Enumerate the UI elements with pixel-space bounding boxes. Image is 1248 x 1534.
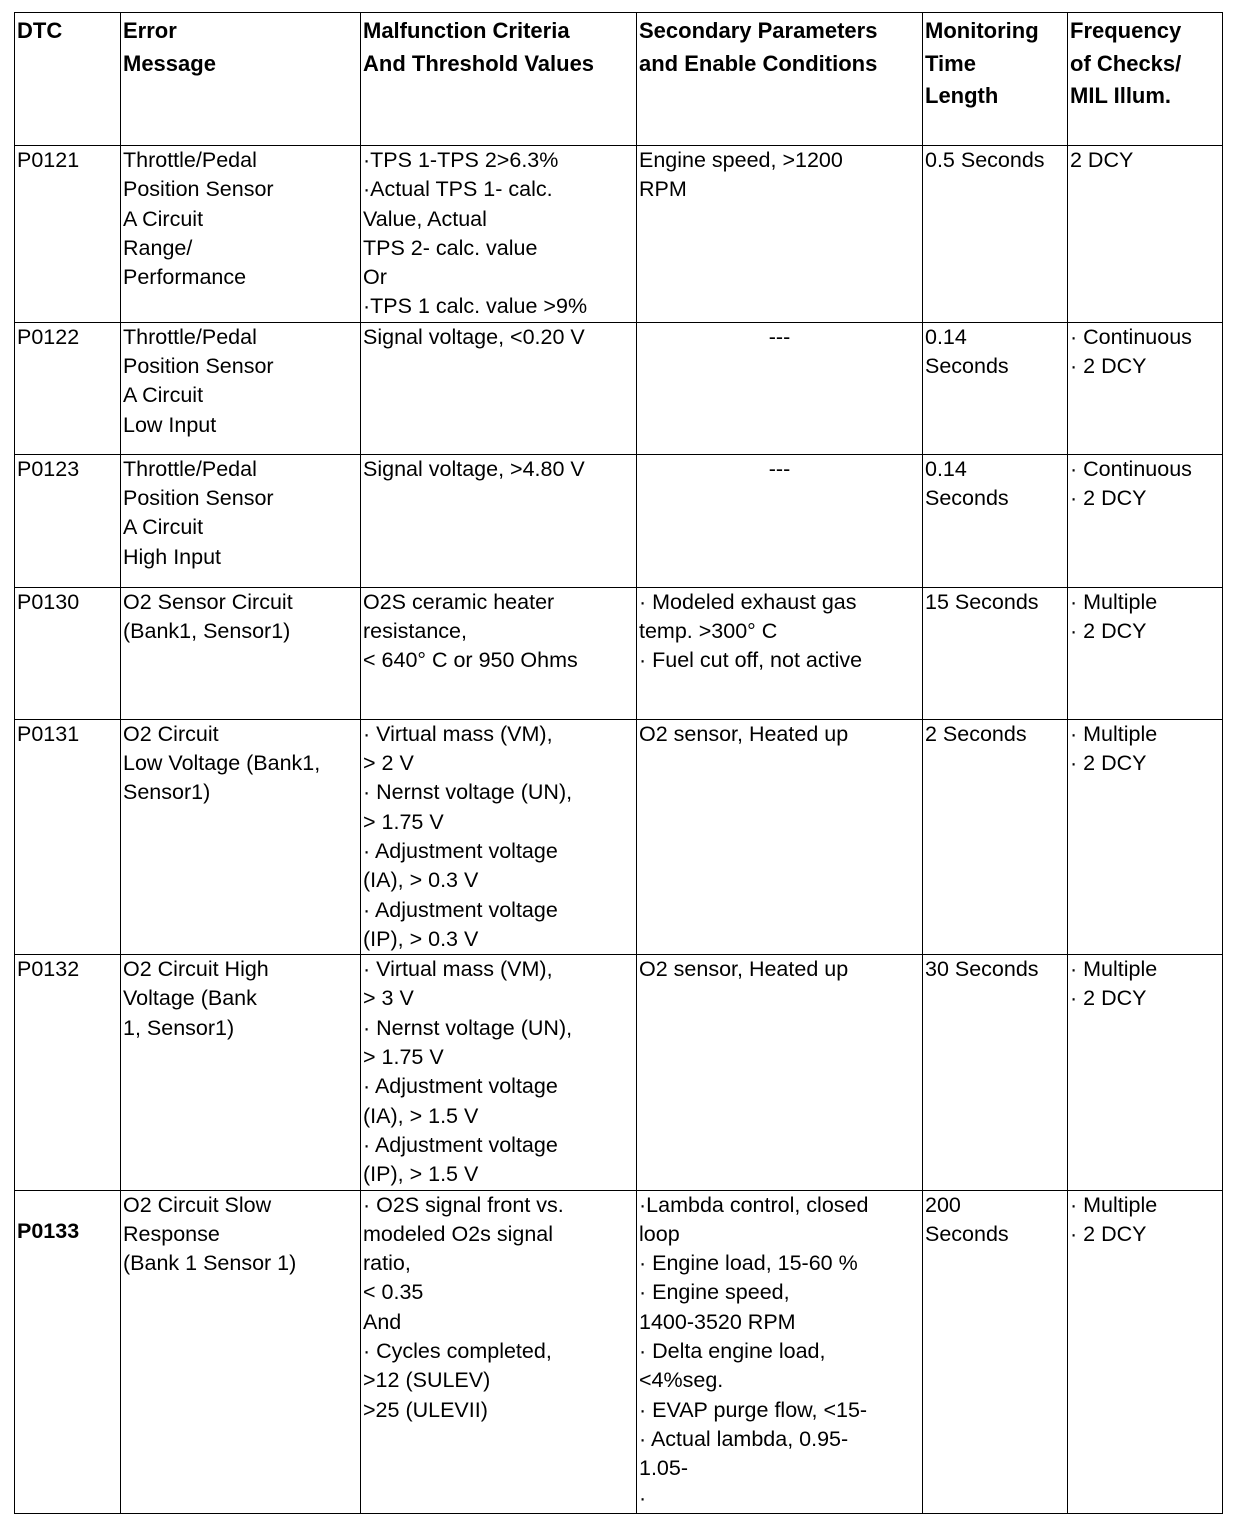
table-row xyxy=(15,955,1223,1190)
cell-secondary-parameters xyxy=(637,587,923,719)
cell-secondary-parameters xyxy=(637,322,923,454)
cell-line: · O2S signal front vs. xyxy=(363,1192,564,1217)
cell-monitoring-time xyxy=(923,719,1068,954)
cell-line: 15 Seconds xyxy=(925,589,1039,614)
dtc-table xyxy=(14,12,1223,1514)
cell-malfunction-criteria xyxy=(361,454,637,587)
cell-line: ·Actual TPS 1- calc. xyxy=(363,177,553,202)
cell-line: > 1.75 V xyxy=(363,1045,444,1070)
table-row xyxy=(15,146,1223,323)
cell-line: Range/ xyxy=(123,235,193,260)
cell-line: · Engine load, 15-60 % xyxy=(639,1251,858,1276)
table-row xyxy=(15,454,1223,587)
cell-error-message xyxy=(121,1190,361,1513)
cell-dtc: P0132 xyxy=(15,955,121,1190)
cell-line: < 0.35 xyxy=(363,1280,424,1305)
cell-line: > 1.75 V xyxy=(363,809,444,834)
cell-line: Performance xyxy=(123,265,247,290)
cell-line: Throttle/Pedal xyxy=(123,456,257,481)
cell-line: · Virtual mass (VM), xyxy=(363,957,553,982)
cell-line: · 2 DCY xyxy=(1070,486,1147,511)
table-row xyxy=(15,719,1223,954)
cell-frequency xyxy=(1068,1190,1223,1513)
cell-line: · Fuel cut off, not active xyxy=(639,648,863,673)
cell-line: · Continuous xyxy=(1070,324,1192,349)
cell-line: · Multiple xyxy=(1070,589,1158,614)
cell-line: ratio, xyxy=(363,1251,411,1276)
cell-line: O2 sensor, Heated up xyxy=(639,957,849,982)
cell-line: O2S ceramic heater xyxy=(363,589,555,614)
cell-frequency xyxy=(1068,587,1223,719)
cell-frequency xyxy=(1068,146,1223,323)
cell-line: >25 (ULEVII) xyxy=(363,1397,488,1422)
cell-dtc: P0130 xyxy=(15,587,121,719)
cell-line: · 2 DCY xyxy=(1070,1221,1147,1246)
cell-dtc: P0122 xyxy=(15,322,121,454)
cell-line: · Multiple xyxy=(1070,957,1158,982)
header-line: and Enable Conditions xyxy=(639,50,878,76)
cell-line: (IP), > 0.3 V xyxy=(363,926,479,951)
header-line: Message xyxy=(123,50,216,76)
cell-frequency xyxy=(1068,955,1223,1190)
cell-line: RPM xyxy=(639,177,687,202)
cell-error-message xyxy=(121,587,361,719)
header-line: Error xyxy=(123,18,177,43)
cell-line: ·TPS 1 calc. value >9% xyxy=(363,294,588,319)
cell-line: · Modeled exhaust gas xyxy=(639,589,857,614)
header-secondary-parameters xyxy=(637,13,923,146)
cell-line: 30 Seconds xyxy=(925,957,1039,982)
cell-line: · xyxy=(639,1485,647,1510)
table-row xyxy=(15,587,1223,719)
cell-secondary-parameters xyxy=(637,454,923,587)
cell-line: · 2 DCY xyxy=(1070,751,1147,776)
cell-line: (IA), > 1.5 V xyxy=(363,1103,479,1128)
cell-line: loop xyxy=(639,1221,680,1246)
cell-monitoring-time xyxy=(923,1190,1068,1513)
cell-line: Signal voltage, >4.80 V xyxy=(363,456,585,481)
cell-error-message xyxy=(121,454,361,587)
cell-frequency xyxy=(1068,454,1223,587)
header-line: MIL Illum. xyxy=(1070,83,1172,108)
cell-line: A Circuit xyxy=(123,206,204,231)
cell-line: 0.5 Seconds xyxy=(925,148,1045,172)
cell-line: · Adjustment voltage xyxy=(363,897,558,922)
cell-line: ·TPS 1-TPS 2>6.3% xyxy=(363,148,559,172)
cell-malfunction-criteria xyxy=(361,719,637,954)
cell-line: resistance, xyxy=(363,619,467,644)
cell-monitoring-time xyxy=(923,454,1068,587)
cell-line: > 3 V xyxy=(363,986,414,1011)
cell-line: TPS 2- calc. value xyxy=(363,235,538,260)
cell-monitoring-time xyxy=(923,146,1068,323)
cell-monitoring-time xyxy=(923,587,1068,719)
cell-line: > 2 V xyxy=(363,751,414,776)
cell-line: · Actual lambda, 0.95- xyxy=(639,1426,849,1451)
cell-line: Signal voltage, <0.20 V xyxy=(363,324,585,349)
header-line: of Checks/ xyxy=(1070,50,1182,76)
cell-error-message xyxy=(121,146,361,323)
header-line: Malfunction Criteria xyxy=(363,18,570,43)
cell-line: Seconds xyxy=(925,1221,1009,1246)
header-line: Frequency xyxy=(1070,18,1182,43)
cell-monitoring-time xyxy=(923,955,1068,1190)
cell-frequency xyxy=(1068,322,1223,454)
cell-line: (Bank 1 Sensor 1) xyxy=(123,1251,297,1276)
cell-line: 2 Seconds xyxy=(925,721,1027,746)
cell-line: A Circuit xyxy=(123,383,204,408)
cell-line: · Multiple xyxy=(1070,1192,1158,1217)
cell-line: Throttle/Pedal xyxy=(123,148,257,172)
cell-line: O2 Circuit Slow xyxy=(123,1192,272,1217)
cell-line: Response xyxy=(123,1221,220,1246)
cell-line: O2 Sensor Circuit xyxy=(123,589,293,614)
cell-malfunction-criteria xyxy=(361,322,637,454)
cell-line: Position Sensor xyxy=(123,486,274,511)
table-row xyxy=(15,322,1223,454)
header-frequency xyxy=(1068,13,1223,146)
header-monitoring-time xyxy=(923,13,1068,146)
cell-monitoring-time xyxy=(923,322,1068,454)
cell-line: temp. >300° C xyxy=(639,619,778,644)
cell-malfunction-criteria xyxy=(361,146,637,323)
cell-error-message xyxy=(121,719,361,954)
header-line: Time xyxy=(925,50,976,76)
cell-frequency xyxy=(1068,719,1223,954)
cell-line: · Nernst voltage (UN), xyxy=(363,1015,573,1040)
cell-line: 1.05- xyxy=(639,1456,689,1481)
cell-secondary-parameters xyxy=(637,1190,923,1513)
cell-line: Voltage (Bank xyxy=(123,986,257,1011)
cell-dtc: P0123 xyxy=(15,454,121,587)
cell-line: · Adjustment voltage xyxy=(363,1132,558,1157)
cell-line: (IA), > 0.3 V xyxy=(363,868,479,893)
cell-line: · Engine speed, xyxy=(639,1280,790,1305)
cell-line: And xyxy=(363,1309,402,1334)
cell-line: 0.14 xyxy=(925,456,967,481)
header-malfunction-criteria xyxy=(361,13,637,146)
header-line: Secondary Parameters xyxy=(639,18,878,43)
cell-line: (Bank1, Sensor1) xyxy=(123,619,291,644)
cell-line: High Input xyxy=(123,544,222,569)
cell-error-message xyxy=(121,955,361,1190)
cell-line: ·Lambda control, closed xyxy=(639,1192,869,1217)
cell-line: < 640° C or 950 Ohms xyxy=(363,648,578,673)
cell-line: · 2 DCY xyxy=(1070,619,1147,644)
header-line: DTC xyxy=(17,18,63,43)
cell-line: --- xyxy=(768,324,791,349)
cell-line: · 2 DCY xyxy=(1070,354,1147,379)
cell-line: A Circuit xyxy=(123,515,204,540)
cell-line: Low Input xyxy=(123,412,217,437)
cell-line: O2 Circuit High xyxy=(123,957,269,982)
cell-malfunction-criteria xyxy=(361,587,637,719)
cell-line: · EVAP purge flow, <15- xyxy=(639,1397,868,1422)
cell-secondary-parameters xyxy=(637,719,923,954)
cell-dtc: P0121 xyxy=(15,146,121,323)
cell-line: · Nernst voltage (UN), xyxy=(363,780,573,805)
cell-line: · 2 DCY xyxy=(1070,986,1147,1011)
cell-error-message xyxy=(121,322,361,454)
cell-line: modeled O2s signal xyxy=(363,1221,554,1246)
header-line: Monitoring xyxy=(925,18,1039,43)
cell-line: --- xyxy=(768,456,791,481)
cell-line: Position Sensor xyxy=(123,354,274,379)
cell-line: Or xyxy=(363,265,387,290)
cell-secondary-parameters xyxy=(637,955,923,1190)
cell-line: Seconds xyxy=(925,354,1009,379)
cell-line: · Continuous xyxy=(1070,456,1192,481)
cell-line: 1, Sensor1) xyxy=(123,1015,235,1040)
cell-line: >12 (SULEV) xyxy=(363,1368,491,1393)
cell-line: <4%seg. xyxy=(639,1368,724,1393)
cell-secondary-parameters xyxy=(637,146,923,323)
cell-line: · Virtual mass (VM), xyxy=(363,721,553,746)
cell-line: Low Voltage (Bank1, xyxy=(123,751,321,776)
cell-line: · Cycles completed, xyxy=(363,1339,552,1364)
cell-malfunction-criteria xyxy=(361,1190,637,1513)
header-line: Length xyxy=(925,83,999,108)
cell-line: O2 Circuit xyxy=(123,721,219,746)
cell-line: 0.14 xyxy=(925,324,967,349)
table-row xyxy=(15,1190,1223,1513)
cell-line: 2 DCY xyxy=(1070,148,1134,172)
cell-line: Seconds xyxy=(925,486,1009,511)
cell-dtc: P0133 xyxy=(15,1190,121,1513)
cell-line: Value, Actual xyxy=(363,206,487,231)
cell-line: Throttle/Pedal xyxy=(123,324,257,349)
header-dtc xyxy=(15,13,121,146)
cell-line: Engine speed, >1200 xyxy=(639,148,843,172)
cell-line: Position Sensor xyxy=(123,177,274,202)
cell-line: O2 sensor, Heated up xyxy=(639,721,849,746)
cell-dtc: P0131 xyxy=(15,719,121,954)
header-error-message xyxy=(121,13,361,146)
cell-malfunction-criteria xyxy=(361,955,637,1190)
cell-line: Sensor1) xyxy=(123,780,211,805)
cell-line: 1400-3520 RPM xyxy=(639,1309,796,1334)
cell-line: 200 xyxy=(925,1192,961,1217)
header-row xyxy=(15,13,1223,146)
cell-line: · Adjustment voltage xyxy=(363,838,558,863)
cell-line: (IP), > 1.5 V xyxy=(363,1162,479,1187)
cell-line: · Multiple xyxy=(1070,721,1158,746)
header-line: And Threshold Values xyxy=(363,50,595,76)
cell-line: · Adjustment voltage xyxy=(363,1074,558,1099)
cell-line: · Delta engine load, xyxy=(639,1339,826,1364)
